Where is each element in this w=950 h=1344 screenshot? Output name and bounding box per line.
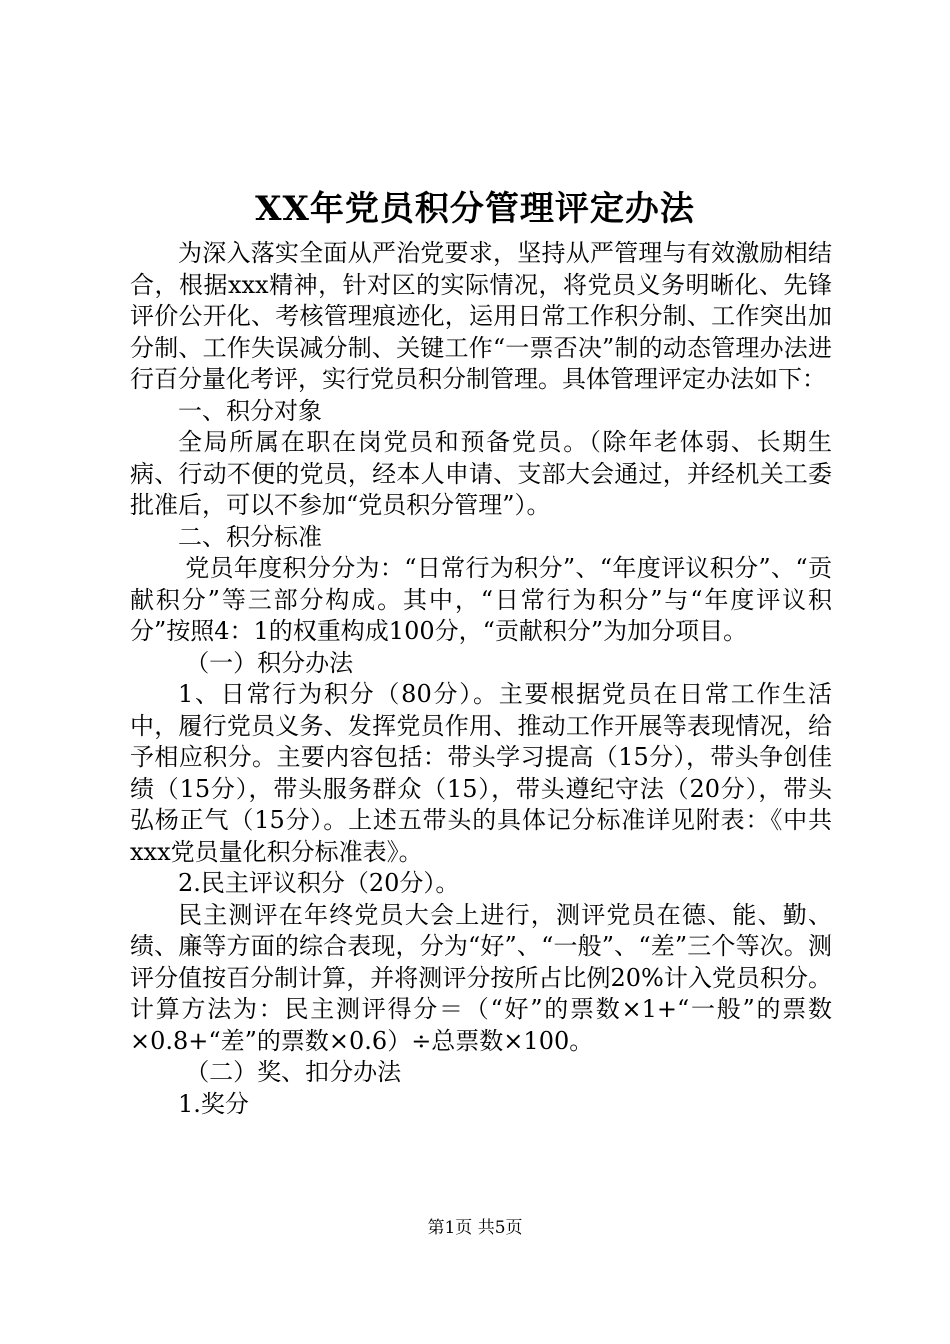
democratic-review-heading: 2.民主评议积分（20分）。 (178, 869, 460, 897)
scoring-standard-paragraph: 党员年度积分分为：“日常行为积分”、“年度评议积分”、“贡献积分”等三部分构成。其中，“日常行为积分”与“年度评议积分”按照4：1的权重构成100分，“贡献积分”为加分项目。 (130, 554, 832, 645)
page-footer: 第1页 共5页 (427, 1218, 523, 1238)
democratic-review-paragraph: 民主测评在年终党员大会上进行，测评党员在德、能、勤、绩、廉等方面的综合表现，分为“好”、“一般”、“差”三个等次。测评分值按百分制计算，并将测评分按所占比例20%计入党员积分。计算方法为：民主测评得分＝（“好”的票数×1+“一般”的票数×0.8+“差”的票数×0.6）÷总票数×100。 (130, 900, 832, 1055)
subsection-heading-scoring-method: （一）积分办法 (185, 648, 354, 677)
section-heading-scoring-standard: 二、积分标准 (178, 522, 322, 551)
scoring-target-paragraph: 全局所属在职在岗党员和预备党员。（除年老体弱、长期生病、行动不便的党员，经本人申请、支部大会通过，并经机关工委批准后，可以不参加“党员积分管理”）。 (130, 428, 832, 519)
section-heading-scoring-target: 一、积分对象 (178, 396, 322, 425)
document-title: XX年党员积分管理评定办法 (255, 189, 695, 229)
subsection-heading-reward-deduction: （二）奖、扣分办法 (185, 1058, 402, 1086)
intro-paragraph: 为深入落实全面从严治党要求，坚持从严管理与有效激励相结合，根据xxx精神，针对区的实际情况，将党员义务明晰化、先锋评价公开化、考核管理痕迹化，运用日常工作积分制、工作突出加分制、工作失误减分制、关键工作“一票否决”制的动态管理办法进行百分量化考评，实行党员积分制管理。具体管理评定办法如下： (130, 239, 832, 393)
daily-behavior-paragraph: 1、日常行为积分（80分）。主要根据党员在日常工作生活中，履行党员义务、发挥党员作用、推动工作开展等表现情况，给予相应积分。主要内容包括：带头学习提高（15分），带头争创佳绩（15分），带头服务群众（15），带头遵纪守法（20分），带头弘杨正气（15分）。上述五带头的具体记分标准详见附表：《中共xxx党员量化积分标准表》。 (130, 680, 832, 866)
document-body (130, 238, 832, 1120)
reward-heading: 1.奖分 (178, 1089, 249, 1118)
